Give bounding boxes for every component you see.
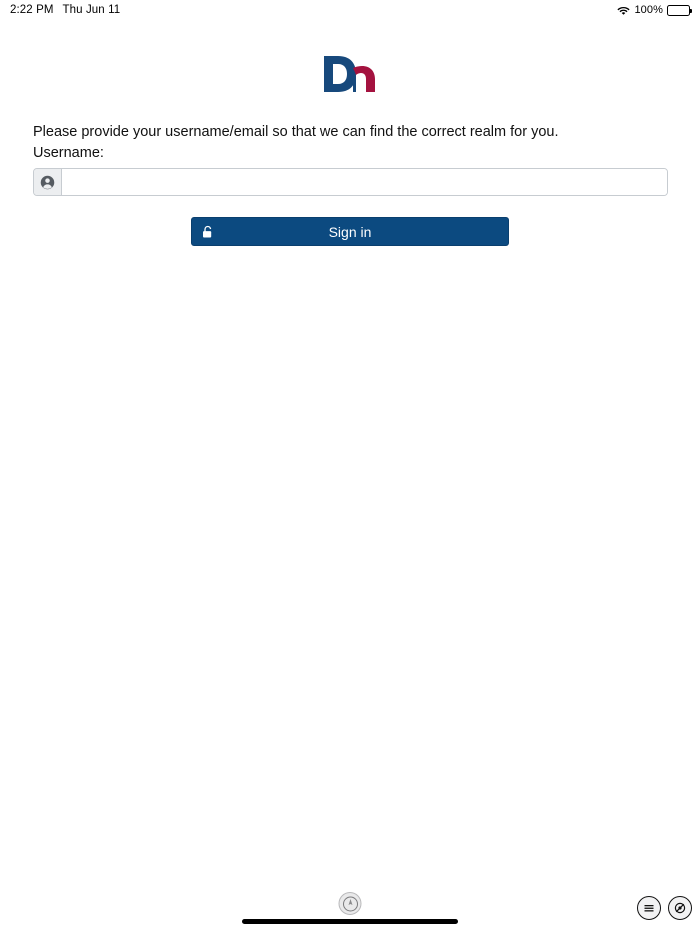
eye-slash-icon[interactable] <box>668 896 692 920</box>
battery-icon <box>667 5 690 16</box>
username-input-group[interactable] <box>33 168 668 196</box>
username-label: Username: <box>33 145 104 162</box>
hamburger-menu-icon[interactable] <box>637 896 661 920</box>
wifi-icon <box>617 5 630 16</box>
dn-logo <box>322 54 378 94</box>
status-time: 2:22 PM <box>10 4 54 16</box>
username-input[interactable] <box>62 169 667 195</box>
user-icon <box>34 169 62 195</box>
compass-icon[interactable] <box>339 892 362 915</box>
signin-row <box>33 217 667 246</box>
corner-buttons <box>637 896 692 920</box>
instruction-text: Please provide your username/email so that we can find the correct realm for you. <box>33 124 559 140</box>
sign-in-button[interactable] <box>191 217 509 246</box>
status-bar-left <box>10 4 120 16</box>
lock-icon <box>202 225 213 238</box>
status-bar-right <box>617 4 690 16</box>
status-date: Thu Jun 11 <box>62 4 121 16</box>
status-bar <box>0 0 700 20</box>
login-page <box>0 54 700 246</box>
home-indicator[interactable] <box>242 919 458 924</box>
sign-in-label: Sign in <box>328 223 372 240</box>
bottom-bar <box>0 874 700 934</box>
battery-percent-label: 100% <box>634 4 663 16</box>
logo-container <box>33 54 667 94</box>
